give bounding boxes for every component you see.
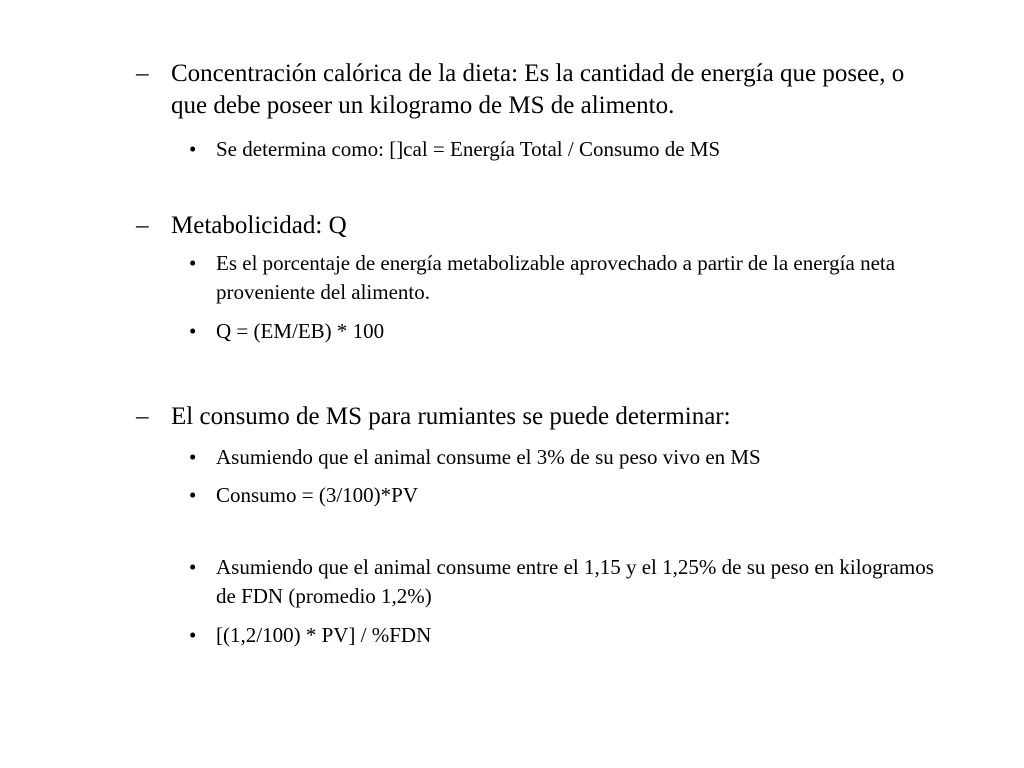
bullet-item-text: Q = (EM/EB) * 100 xyxy=(216,319,385,343)
bullet-item-text: Es el porcentaje de energía metabolizable aprovechado a partir de la energía neta proveniente del alimento. xyxy=(216,251,896,304)
bullet-marker: • xyxy=(189,137,197,161)
bullet-item-consumption-formula xyxy=(0,481,1024,511)
dash-marker: – xyxy=(136,60,149,87)
bullet-marker: • xyxy=(189,319,197,343)
bullet-item-text: Asumiendo que el animal consume el 3% de su peso vivo en MS xyxy=(216,445,761,469)
dash-item-text: El consumo de MS para rumiantes se puede determinar: xyxy=(171,403,731,430)
bullet-marker: • xyxy=(189,251,197,275)
bullet-marker: • xyxy=(189,623,197,647)
dash-item-ms-consumption xyxy=(0,401,1024,435)
bullet-item-text: Consumo = (3/100)*PV xyxy=(216,483,419,507)
bullet-marker: • xyxy=(189,483,197,507)
bullet-item-determination-formula xyxy=(0,135,1024,165)
dash-item-metabolicity xyxy=(0,210,1024,244)
dash-item-text: Metabolicidad: Q xyxy=(171,212,347,239)
dash-marker: – xyxy=(136,212,149,239)
bullet-item-text: [(1,2/100) * PV] / %FDN xyxy=(216,623,432,647)
dash-item-text: Concentración calórica de la dieta: Es la cantidad de energía que posee, o que debe poseer un kilogramo de MS de alimento. xyxy=(171,60,905,119)
bullet-item-text: Se determina como: []cal = Energía Total / Consumo de MS xyxy=(216,137,721,161)
bullet-item-text: Asumiendo que el animal consume entre el 1,15 y el 1,25% de su peso en kilogramos de FDN (promedio 1,2%) xyxy=(216,555,934,608)
bullet-item-fdn-formula xyxy=(0,621,1024,651)
bullet-item-q-formula xyxy=(0,317,1024,347)
bullet-item-metabolicity-definition xyxy=(0,249,1024,309)
dash-item-caloric-concentration xyxy=(0,58,1024,128)
dash-marker: – xyxy=(136,403,149,430)
bullet-item-assumption-3-percent xyxy=(0,443,1024,473)
bullet-marker: • xyxy=(189,555,197,579)
bullet-item-assumption-fdn xyxy=(0,553,1024,613)
bullet-marker: • xyxy=(189,445,197,469)
